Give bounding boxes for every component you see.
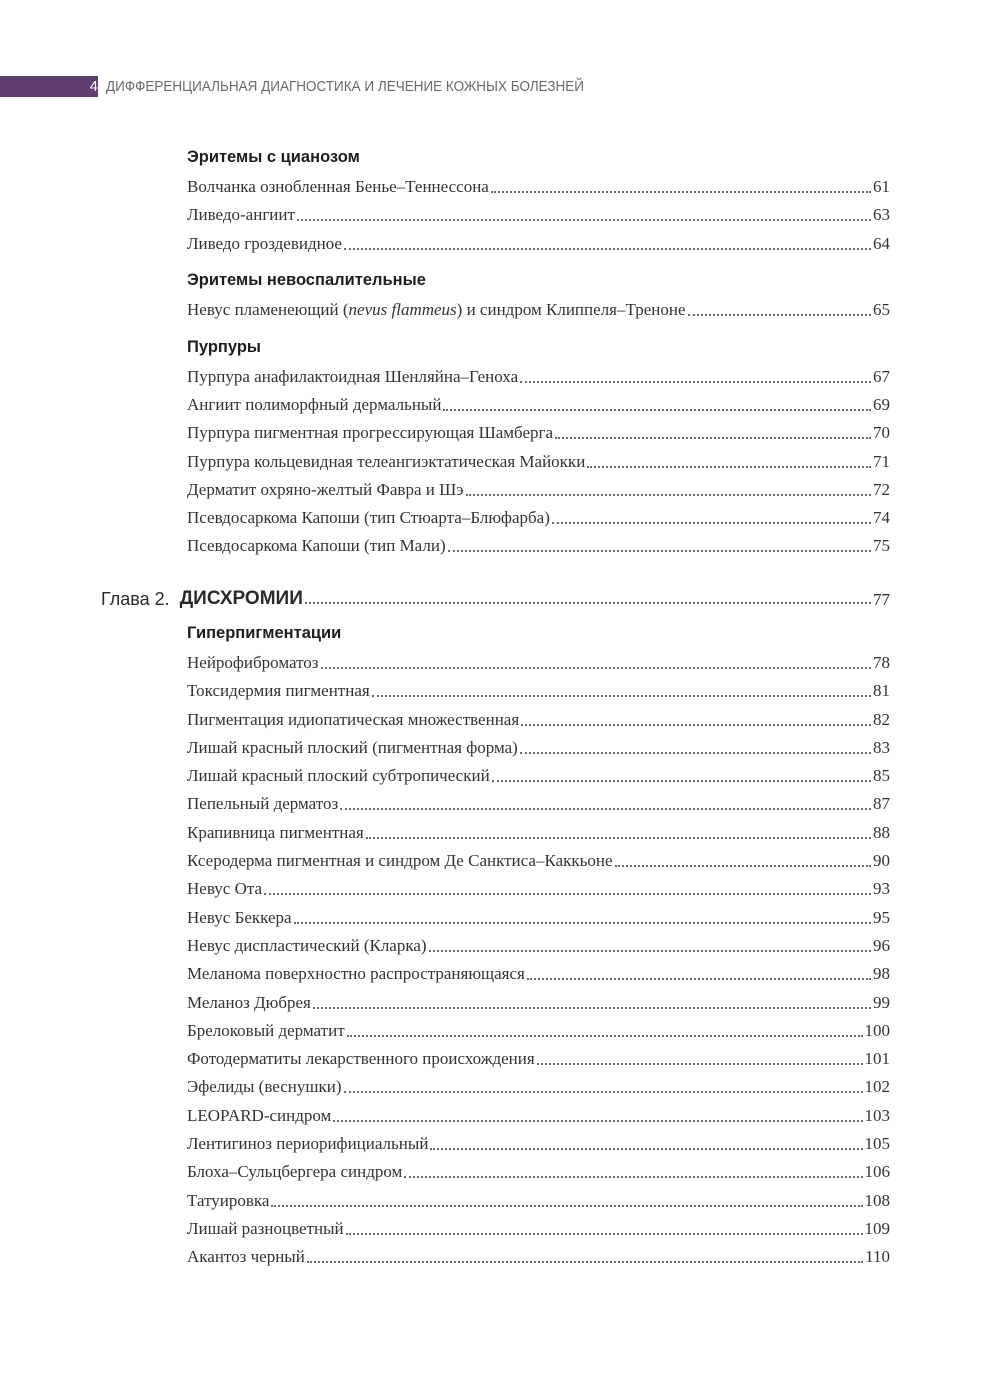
entry-title: Ксеродерма пигментная и синдром Де Санктиса–Каккьоне xyxy=(187,851,613,870)
entry-page: 72 xyxy=(873,480,890,499)
dot-leader xyxy=(404,1175,862,1178)
entry-page: 90 xyxy=(873,851,890,870)
dot-leader xyxy=(688,313,872,316)
dot-leader xyxy=(555,436,871,439)
entry-page: 81 xyxy=(873,681,890,700)
entry-title: Брелоковый дерматит xyxy=(187,1021,345,1040)
dot-leader xyxy=(430,1147,862,1150)
dot-leader xyxy=(443,408,871,411)
dot-leader xyxy=(305,601,871,604)
entry-page: 93 xyxy=(873,879,890,898)
toc-entry[interactable] xyxy=(187,1020,890,1042)
entry-page: 108 xyxy=(864,1191,890,1210)
dot-leader xyxy=(492,779,871,782)
toc-entry[interactable] xyxy=(187,299,890,321)
entry-page: 85 xyxy=(873,766,890,785)
chapter-page: 77 xyxy=(873,590,890,609)
toc-entry[interactable] xyxy=(187,1246,890,1268)
entry-title: Блоха–Сульцбергера синдром xyxy=(187,1162,403,1181)
entry-title: Псевдосаркома Капоши (тип Мали) xyxy=(187,536,446,555)
entry-title-latin: nevus flammeus xyxy=(348,300,457,319)
running-title: ДИФФЕРЕНЦИАЛЬНАЯ ДИАГНОСТИКА И ЛЕЧЕНИЕ КОЖНЫХ БОЛЕЗНЕЙ xyxy=(106,78,584,95)
entry-page: 96 xyxy=(873,936,890,955)
toc-entry[interactable] xyxy=(187,1133,890,1155)
entry-page: 74 xyxy=(873,508,890,527)
dot-leader xyxy=(587,465,871,468)
dot-leader xyxy=(264,892,871,895)
dot-leader xyxy=(552,521,871,524)
entry-title: Нейрофиброматоз xyxy=(187,653,319,672)
entry-title: Меланома поверхностно распространяющаяся xyxy=(187,964,525,983)
entry-page: 109 xyxy=(864,1219,890,1238)
dot-leader xyxy=(491,190,871,193)
dot-leader xyxy=(340,807,871,810)
entry-title: Ангиит полиморфный дермальный xyxy=(187,395,442,414)
toc-entry[interactable] xyxy=(187,822,890,844)
entry-page: 67 xyxy=(873,367,890,386)
entry-page: 75 xyxy=(873,536,890,555)
toc-entry[interactable] xyxy=(187,1161,890,1183)
toc-entry[interactable] xyxy=(187,176,890,198)
toc-entry[interactable] xyxy=(187,878,890,900)
toc-entry[interactable] xyxy=(187,479,890,501)
entry-page: 64 xyxy=(873,234,890,253)
dot-leader xyxy=(297,218,871,221)
entry-title: Волчанка ознобленная Бенье–Теннессона xyxy=(187,177,489,196)
entry-title: Ливедо гроздевидное xyxy=(187,234,342,253)
entry-title: Пурпура анафилактоидная Шенляйна–Геноха xyxy=(187,367,519,386)
section-heading: Пурпуры xyxy=(187,338,261,356)
entry-page: 70 xyxy=(873,423,890,442)
dot-leader xyxy=(615,864,871,867)
dot-leader xyxy=(520,751,871,754)
toc-entry[interactable] xyxy=(187,233,890,255)
dot-leader xyxy=(271,1204,862,1207)
entry-page: 110 xyxy=(865,1247,890,1266)
toc-entry[interactable] xyxy=(187,992,890,1014)
entry-page: 100 xyxy=(864,1021,890,1040)
section-heading: Эритемы с цианозом xyxy=(187,148,360,166)
dot-leader xyxy=(366,836,871,839)
toc-entry[interactable] xyxy=(187,1190,890,1212)
entry-page: 71 xyxy=(873,452,890,471)
entry-title: LEOPARD-синдром xyxy=(187,1106,332,1125)
dot-leader xyxy=(321,666,871,669)
entry-title: Лентигиноз периорифициальный xyxy=(187,1134,429,1153)
entry-title: Татуировка xyxy=(187,1191,270,1210)
toc-entry[interactable] xyxy=(187,765,890,787)
toc-entry[interactable] xyxy=(187,366,890,388)
dot-leader xyxy=(346,1232,863,1235)
chapter-entry[interactable] xyxy=(101,584,890,610)
entry-page: 98 xyxy=(873,964,890,983)
toc-entry[interactable] xyxy=(187,507,890,529)
section-heading: Гиперпигментации xyxy=(187,624,342,642)
toc-entry[interactable] xyxy=(187,680,890,702)
dot-leader xyxy=(521,723,871,726)
entry-title: Акантоз черный xyxy=(187,1247,305,1266)
dot-leader xyxy=(333,1119,862,1122)
entry-title: Лишай красный плоский субтропический xyxy=(187,766,490,785)
entry-page: 103 xyxy=(864,1106,890,1125)
dot-leader xyxy=(344,247,871,250)
entry-page: 88 xyxy=(873,823,890,842)
dot-leader xyxy=(448,549,871,552)
entry-title: Лишай красный плоский (пигментная форма) xyxy=(187,738,518,757)
entry-title: Меланоз Дюбрея xyxy=(187,993,311,1012)
toc-entry[interactable] xyxy=(187,451,890,473)
entry-page: 61 xyxy=(873,177,890,196)
toc-entry[interactable] xyxy=(187,907,890,929)
entry-title: Эфелиды (веснушки) xyxy=(187,1077,342,1096)
toc-entry[interactable] xyxy=(187,204,890,226)
entry-page: 101 xyxy=(864,1049,890,1068)
entry-title: Фотодерматиты лекарственного происхождения xyxy=(187,1049,535,1068)
entry-page: 65 xyxy=(873,300,890,319)
dot-leader xyxy=(294,921,871,924)
entry-page: 99 xyxy=(873,993,890,1012)
dot-leader xyxy=(372,694,871,697)
dot-leader xyxy=(307,1260,863,1263)
toc-entry[interactable] xyxy=(187,535,890,557)
entry-title: Пигментация идиопатическая множественная xyxy=(187,710,520,729)
entry-title: Ливедо-ангиит xyxy=(187,205,295,224)
entry-title-part: Невус пламенеющий ( xyxy=(187,300,349,319)
chapter-label: Глава 2. xyxy=(101,589,170,609)
dot-leader xyxy=(344,1090,863,1093)
toc-entry[interactable] xyxy=(187,652,890,674)
dot-leader xyxy=(537,1062,863,1065)
chapter-title: ДИСХРОМИИ xyxy=(179,588,303,609)
entry-title: Невус диспластический (Кларка) xyxy=(187,936,427,955)
entry-page: 95 xyxy=(873,908,890,927)
entry-page: 83 xyxy=(873,738,890,757)
toc-entry[interactable] xyxy=(187,1105,890,1127)
entry-page: 82 xyxy=(873,710,890,729)
section-heading: Эритемы невоспалительные xyxy=(187,271,426,289)
dot-leader xyxy=(429,949,871,952)
page-number: 4 xyxy=(89,78,98,95)
entry-title: Пепельный дерматоз xyxy=(187,794,339,813)
entry-title: Пурпура кольцевидная телеангиэктатическая Майокки xyxy=(187,452,586,471)
dot-leader xyxy=(313,1006,871,1009)
dot-leader xyxy=(347,1034,863,1037)
entry-page: 106 xyxy=(864,1162,890,1181)
entry-title: Лишай разноцветный xyxy=(187,1219,344,1238)
entry-page: 69 xyxy=(873,395,890,414)
toc-entry[interactable] xyxy=(187,394,890,416)
entry-page: 105 xyxy=(864,1134,890,1153)
entry-title: Токсидермия пигментная xyxy=(187,681,370,700)
toc-entry[interactable] xyxy=(187,1048,890,1070)
entry-title: Невус Беккера xyxy=(187,908,292,927)
toc-entry[interactable] xyxy=(187,935,890,957)
entry-title: Крапивница пигментная xyxy=(187,823,364,842)
toc-entry[interactable] xyxy=(187,737,890,759)
toc-entry[interactable] xyxy=(187,1076,890,1098)
entry-title: Псевдосаркома Капоши (тип Стюарта–Блюфарба) xyxy=(187,508,550,527)
entry-title xyxy=(187,299,686,321)
toc-entry[interactable] xyxy=(187,422,890,444)
toc-entry[interactable] xyxy=(187,963,890,985)
dot-leader xyxy=(466,493,871,496)
dot-leader xyxy=(527,977,871,980)
toc-entry[interactable] xyxy=(187,850,890,872)
toc-entry[interactable] xyxy=(187,709,890,731)
entry-title: Пурпура пигментная прогрессирующая Шамберга xyxy=(187,423,554,442)
entry-page: 102 xyxy=(864,1077,890,1096)
toc-entry[interactable] xyxy=(187,1218,890,1240)
entry-page: 78 xyxy=(873,653,890,672)
entry-title: Невус Ота xyxy=(187,879,263,898)
entry-page: 63 xyxy=(873,205,890,224)
entry-title: Дерматит охряно-желтый Фавра и Шэ xyxy=(187,480,464,499)
entry-page: 87 xyxy=(873,794,890,813)
entry-title-part: ) и синдром Клиппеля–Треноне xyxy=(456,300,686,319)
dot-leader xyxy=(520,380,871,383)
toc-entry[interactable] xyxy=(187,793,890,815)
